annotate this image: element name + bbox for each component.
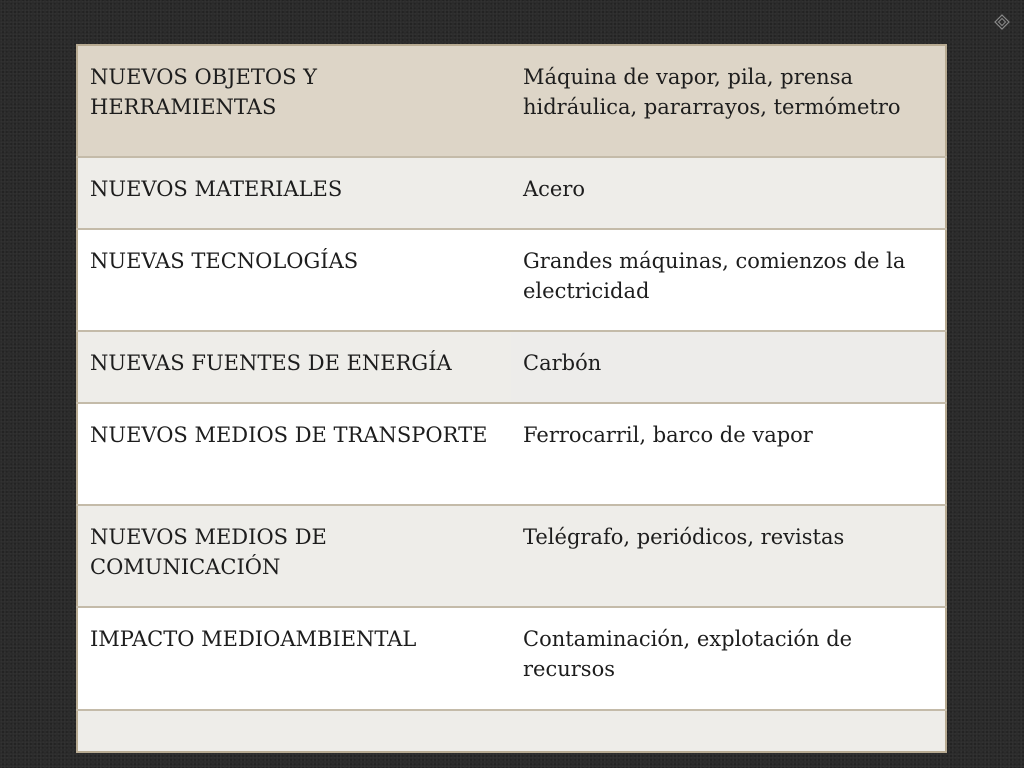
row-value: Contaminación, explotación de recursos: [511, 607, 946, 710]
row-value: Acero: [511, 157, 946, 229]
row-value: Grandes máquinas, comienzos de la electricidad: [511, 229, 946, 331]
table-row: [77, 229, 946, 331]
row-label: NUEVAS TECNOLOGÍAS: [77, 229, 511, 331]
row-label: NUEVOS OBJETOS Y HERRAMIENTAS: [77, 45, 511, 157]
row-value: Telégrafo, periódicos, revistas: [511, 505, 946, 607]
row-label: NUEVAS FUENTES DE ENERGÍA: [77, 331, 511, 403]
row-label: [77, 710, 511, 752]
diamond-ornament-icon: [994, 14, 1010, 30]
table-row: [77, 607, 946, 710]
industrial-revolution-table: [76, 44, 947, 753]
table-row-empty: [77, 710, 946, 752]
row-label: NUEVOS MEDIOS DE COMUNICACIÓN: [77, 505, 511, 607]
row-value: Carbón: [511, 331, 946, 403]
table-row: [77, 45, 946, 157]
table-row: [77, 331, 946, 403]
row-label: NUEVOS MEDIOS DE TRANSPORTE: [77, 403, 511, 505]
table-row: [77, 157, 946, 229]
row-value: Ferrocarril, barco de vapor: [511, 403, 946, 505]
table-row: [77, 403, 946, 505]
row-value: [511, 710, 946, 752]
row-label: NUEVOS MATERIALES: [77, 157, 511, 229]
row-label: IMPACTO MEDIOAMBIENTAL: [77, 607, 511, 710]
row-value: Máquina de vapor, pila, prensa hidráulica, pararrayos, termómetro: [511, 45, 946, 157]
table-row: [77, 505, 946, 607]
